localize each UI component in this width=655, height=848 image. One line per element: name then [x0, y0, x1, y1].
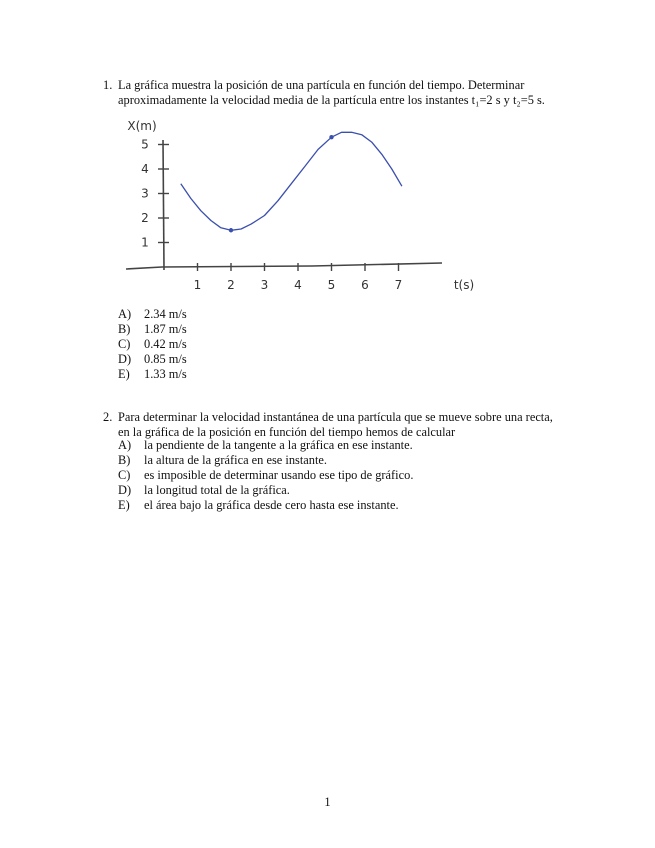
option-b[interactable]: [118, 453, 413, 468]
x-tick-label: 7: [394, 278, 403, 292]
question-2-line: en la gráfica de la posición en función del tiempo hemos de calcular: [118, 425, 456, 439]
option-e[interactable]: [118, 498, 413, 513]
question-1-options: [118, 307, 187, 382]
question-2-line: Para determinar la velocidad instantánea de una partícula que se mueve sobre una recta,: [118, 410, 553, 424]
option-text: 0.42 m/s: [144, 337, 187, 351]
y-tick-label: 1: [141, 235, 149, 250]
question-1-number: 1.: [103, 78, 113, 92]
option-text: 0.85 m/s: [144, 352, 187, 366]
option-d[interactable]: [118, 352, 187, 367]
position-curve: [181, 132, 402, 230]
position-time-chart-svg: [112, 110, 492, 305]
marked-point: [329, 135, 333, 139]
option-letter: E): [118, 367, 130, 381]
option-text: la altura de la gráfica en ese instante.: [144, 453, 328, 467]
marked-point: [229, 228, 233, 232]
y-tick-label: 5: [141, 137, 149, 152]
option-letter: D): [118, 352, 132, 366]
option-letter: D): [118, 483, 132, 497]
option-a[interactable]: [118, 307, 187, 322]
x-tick-label: 3: [260, 278, 269, 292]
y-tick-label: 2: [141, 211, 149, 225]
position-time-graph: [112, 110, 492, 305]
question-1-line: La gráfica muestra la posición de una partícula en función del tiempo. Determinar: [118, 78, 525, 92]
x-tick-label: 4: [294, 278, 302, 292]
option-text: es imposible de determinar usando ese tipo de gráfico.: [144, 468, 414, 482]
question-1-text: [118, 78, 588, 108]
page-number: 1: [324, 795, 331, 809]
x-axis-line: [126, 263, 442, 269]
option-text: la longitud total de la gráfica.: [144, 483, 290, 497]
option-a[interactable]: [118, 438, 413, 453]
x-tick-label: 2: [227, 278, 235, 292]
option-letter: B): [118, 453, 131, 467]
option-c[interactable]: [118, 468, 413, 483]
option-text: 2.34 m/s: [144, 307, 187, 321]
x-axis-label: t(s): [453, 278, 475, 292]
question-1-line: aproximadamente la velocidad media de la partícula entre los instantes t₁=2 s y t₂=5 s.: [118, 93, 545, 107]
y-tick-label: 3: [141, 186, 149, 201]
option-letter: E): [118, 498, 130, 512]
y-axis-line: [163, 140, 164, 270]
option-text: 1.33 m/s: [144, 367, 187, 381]
y-axis-label: X(m): [127, 119, 157, 133]
option-b[interactable]: [118, 322, 187, 337]
option-letter: A): [118, 307, 132, 321]
option-text: la pendiente de la tangente a la gráfica en ese instante.: [144, 438, 413, 452]
question-2-number: 2.: [103, 410, 113, 424]
question-2-options: [118, 438, 413, 513]
option-text: el área bajo la gráfica desde cero hasta ese instante.: [144, 498, 399, 512]
option-c[interactable]: [118, 337, 187, 352]
option-letter: C): [118, 337, 131, 351]
x-tick-label: 6: [361, 278, 369, 292]
y-tick-label: 4: [141, 162, 149, 176]
option-d[interactable]: [118, 483, 413, 498]
option-letter: B): [118, 322, 131, 336]
option-letter: A): [118, 438, 132, 452]
option-letter: C): [118, 468, 131, 482]
option-text: 1.87 m/s: [144, 322, 187, 336]
x-tick-label: 5: [327, 278, 336, 292]
question-2-text: [118, 410, 588, 440]
x-tick-label: 1: [193, 278, 202, 292]
option-e[interactable]: [118, 367, 187, 382]
